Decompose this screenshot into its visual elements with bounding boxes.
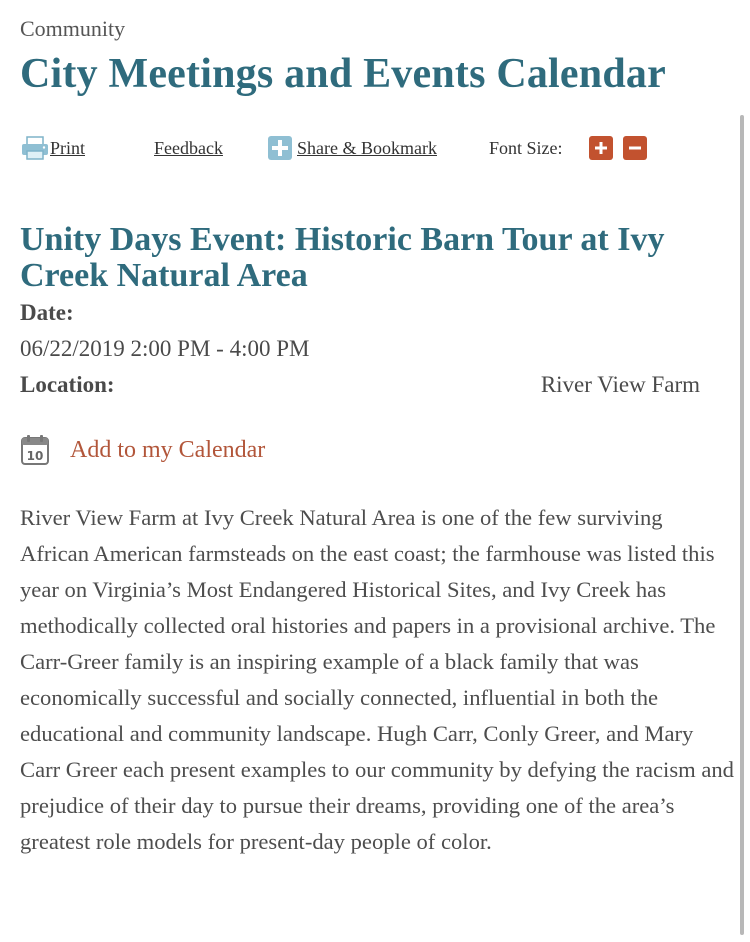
plus-square-icon (267, 135, 297, 161)
date-label: Date: (20, 300, 74, 325)
printer-icon (20, 135, 50, 161)
feedback-label: Feedback (154, 137, 223, 158)
page-title: City Meetings and Events Calendar (20, 51, 666, 97)
calendar-icon (20, 434, 50, 466)
feedback-link[interactable] (154, 133, 223, 163)
print-label: Print (50, 137, 86, 158)
font-decrease-icon (628, 141, 642, 155)
date-value: 06/22/2019 2:00 PM - 4:00 PM (20, 336, 310, 361)
event-title: Unity Days Event: Historic Barn Tour at Ivy Creek Natural Area (20, 221, 665, 294)
location-label: Location: (20, 372, 115, 397)
font-size-label: Font Size: (489, 137, 563, 158)
toolbar (20, 133, 660, 163)
scrollbar[interactable] (740, 115, 744, 935)
share-bookmark-button[interactable] (267, 133, 437, 163)
font-decrease-button[interactable] (623, 136, 647, 160)
breadcrumb: Community (20, 16, 126, 41)
share-bookmark-label: Share & Bookmark (297, 137, 437, 158)
font-increase-button[interactable] (589, 136, 613, 160)
print-button[interactable] (20, 133, 85, 163)
event-description: River View Farm at Ivy Creek Natural Area is one of the few surviving African American farmsteads on the east coast; the farmhouse was listed this year on Virginia’s Most Endangered Historical Sites, and Ivy Creek has methodically collected oral histories and papers in a provisional archive. The Carr-Greer family is an inspiring example of a black family that was economically successful and socially connected, influential in both the educational and community landscape. Hugh Carr, Conly Greer, and Mary Carr Greer each present examples to our community by defying the racism and prejudice of their day to pursue their dreams, providing one of the area’s greatest role models for present-day people of color. (20, 505, 734, 854)
location-value: River View Farm (540, 372, 700, 397)
add-to-calendar-label: Add to my Calendar (70, 436, 266, 463)
add-to-calendar-link[interactable] (20, 434, 265, 466)
calendar-icon-day: 10 (26, 449, 44, 463)
font-increase-icon (594, 141, 608, 155)
